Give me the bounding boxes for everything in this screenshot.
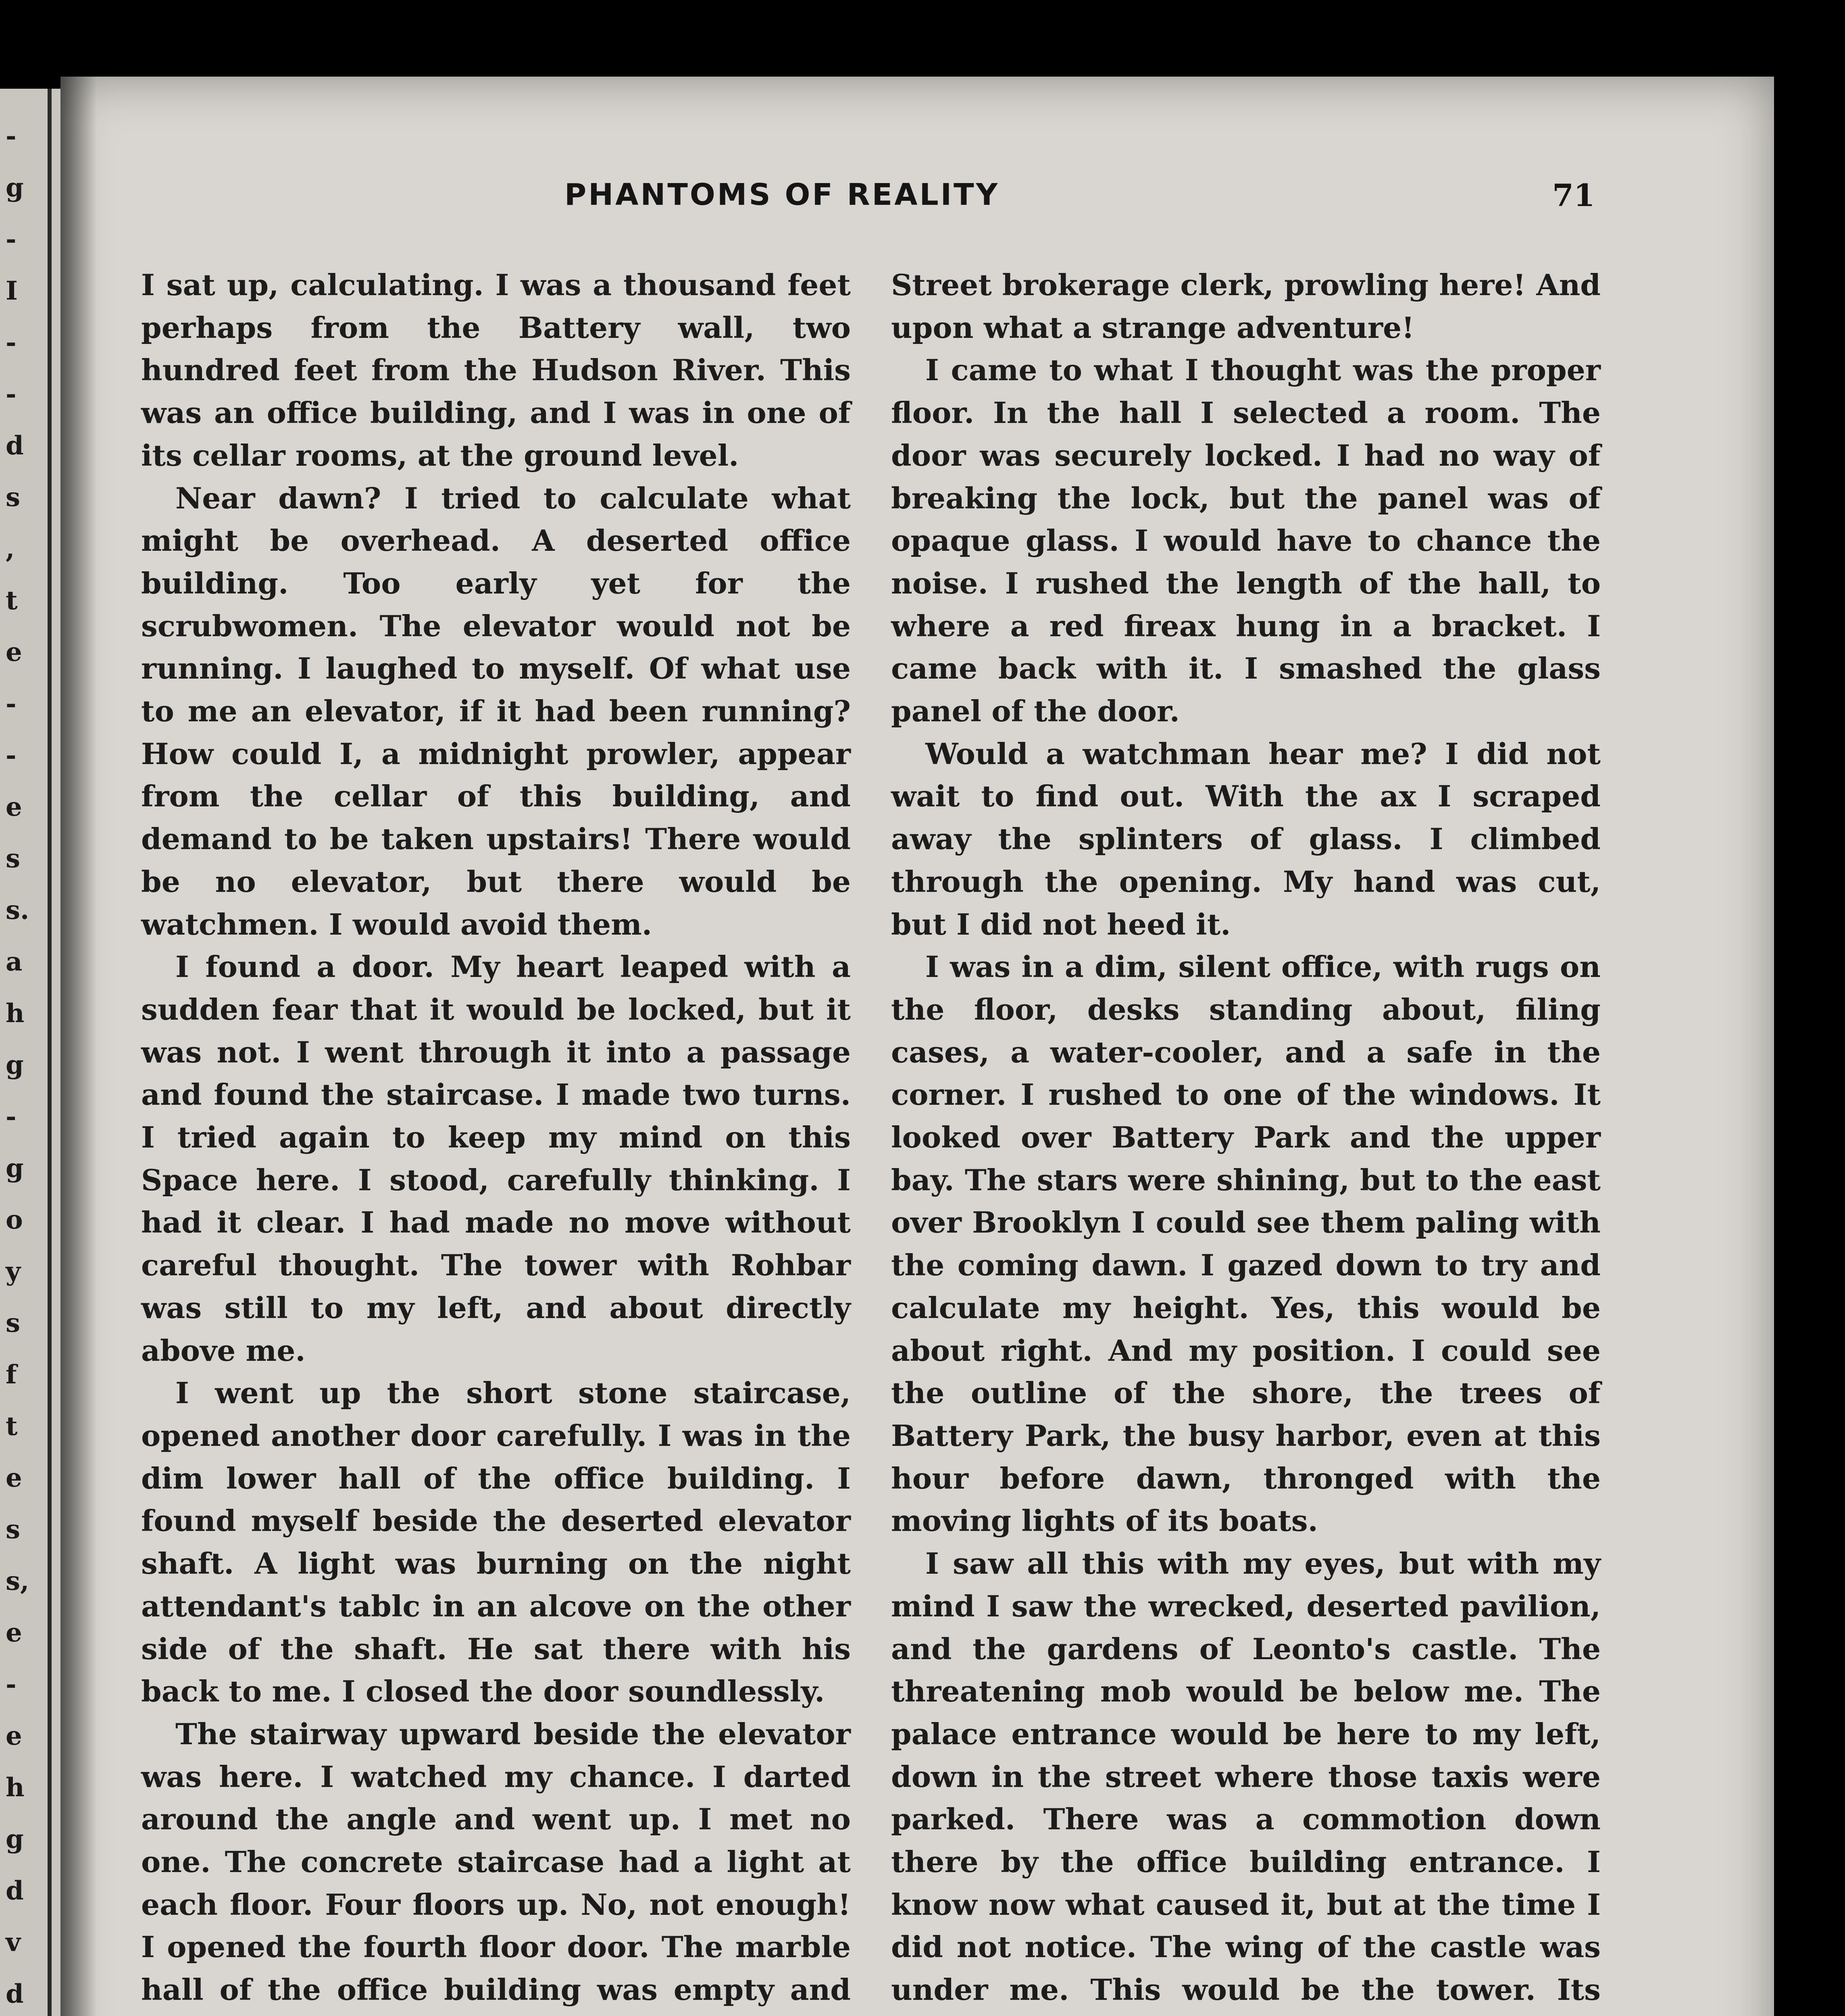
paragraph: I came to what I thought was the proper floor. In the hall I selected a room. The door was securely locked. I had no way of breaking the lock, but the panel was of opaque glass. I would have to chance the noise. I rushed the length of the hall, to where a red fireax hung in a bracket. I came back with it. I smashed the glass panel of the door. <box>891 353 1601 729</box>
paragraph: Would a watchman hear me? I did not wait to find out. With the ax I scraped away the splinters of glass. I climbed through the opening. My hand was cut, but I did not heed it. <box>891 737 1601 942</box>
edge-fragment: g <box>6 1153 24 1183</box>
edge-fragment: g <box>6 1824 24 1854</box>
edge-fragment: - <box>6 1669 17 1699</box>
edge-fragment: s, <box>6 1566 29 1596</box>
edge-fragment: d <box>6 431 24 461</box>
edge-fragment: - <box>6 379 17 409</box>
edge-fragment: v <box>6 1927 21 1958</box>
edge-fragment: e <box>6 1463 22 1493</box>
edge-fragment: h <box>6 1772 25 1803</box>
paragraph: I was in a dim, silent office, with rugs on the floor, desks standing about, filing cases, a water-cooler, and a safe in the corner. I rushed to one of the windows. It looked over Battery Park and the upper bay. The stars were shining, but to the east over Brooklyn I could see them paling with the coming dawn. I gazed down to try and calculate my height. Yes, this would be about right. And my position. I could see the outline of the shore, the trees of Battery Park, the busy harbor, even at this hour before dawn, thronged with the moving lights of its boats. <box>891 950 1601 1539</box>
edge-fragment: e <box>6 1618 22 1648</box>
page-edge-divider <box>48 89 52 2016</box>
edge-fragment: g <box>6 1050 24 1080</box>
edge-fragment: s <box>6 1308 21 1338</box>
paragraph: Street brokerage clerk, prowling here! And upon what a strange adventure! <box>891 268 1601 345</box>
paragraph: The stairway upward beside the elevator was here. I watched my chance. I darted around the angle and went up. I met no one. The concrete staircase had a light at each floor. Four floors up. No, not enough! I opened the fourth floor door. The marble hall of the office building was empty and <box>141 1717 851 2008</box>
edge-fragment: s <box>6 843 21 874</box>
spine-shadow <box>60 77 97 2016</box>
edge-fragment: a <box>6 947 23 977</box>
paragraph: Near dawn? I tried to calculate what might be overhead. A deserted office building. Too early yet for the scrubwomen. The elevator would not be running. I laughed to myself. Of what use to me an elevator, if it had been running? How could I, a midnight prowler, appear from the cellar of this building, and demand to be taken upstairs! There would be no elevator, but there would be watchmen. I would avoid them. <box>141 481 851 942</box>
edge-fragment: f <box>6 1360 17 1390</box>
edge-fragment: d <box>6 1979 24 2009</box>
book-page <box>60 77 1774 2016</box>
edge-fragment: - <box>6 224 17 254</box>
edge-fragment: e <box>6 1721 22 1751</box>
edge-fragment: - <box>6 327 17 358</box>
left-column <box>141 264 851 2016</box>
edge-fragment: t <box>6 1411 18 1441</box>
edge-fragment: o <box>6 1205 23 1235</box>
edge-fragment: e <box>6 792 22 822</box>
edge-fragment: g <box>6 173 24 203</box>
previous-page-strip <box>0 89 60 2016</box>
edge-fragment: s <box>6 482 21 512</box>
edge-fragment: s <box>6 1514 21 1545</box>
edge-fragment: t <box>6 585 18 616</box>
edge-fragment: - <box>6 689 17 719</box>
paragraph: I found a door. My heart leaped with a sudden fear that it would be locked, but it was not. I went through it into a passage and found the staircase. I made two turns. I tried again to keep my mind on this Space here. I stood, carefully thinking. I had it clear. I had made no move without careful thought. The tower with Rohbar was still to my left, and about directly above me. <box>141 950 851 1368</box>
edge-fragment: - <box>6 740 17 771</box>
edge-fragment: - <box>6 1102 17 1132</box>
edge-fragment: I <box>6 276 18 306</box>
paragraph: I went up the short stone staircase, opened another door carefully. I was in the dim lower hall of the office building. I found myself beside the deserted elevator shaft. A light was burning on the night attendant's tablc in an alcove on the other side of the shaft. He sat there with his back to me. I closed the door soundlessly. <box>141 1376 851 1709</box>
paragraph: I sat up, calculating. I was a thousand feet perhaps from the Battery wall, two hundred feet from the Hudson River. This was an office building, and I was in one of its cellar rooms, at the ground level. <box>141 268 851 473</box>
page-number: 71 <box>1552 177 1595 213</box>
edge-fragment: d <box>6 1876 24 1906</box>
edge-fragment: s. <box>6 895 29 925</box>
edge-fragment: - <box>6 121 17 151</box>
edge-fragment: , <box>6 534 15 564</box>
edge-fragment: h <box>6 998 25 1029</box>
right-column <box>891 264 1601 2016</box>
edge-fragment: e <box>6 637 22 667</box>
edge-fragment: y <box>6 1256 21 1287</box>
running-title: PHANTOMS OF REALITY <box>564 177 1000 212</box>
paragraph: I saw all this with my eyes, but with my mind I saw the wrecked, deserted pavilion, and the gardens of Leonto's castle. The threatening mob would be below me. The palace entrance would be here to my left, down in the street where those taxis were parked. There was a commotion down there by the office building entrance. I know now what caused it, but at the time I did not notice. The wing of the castle was under me. This would be the tower. Its <box>891 1547 1601 2008</box>
